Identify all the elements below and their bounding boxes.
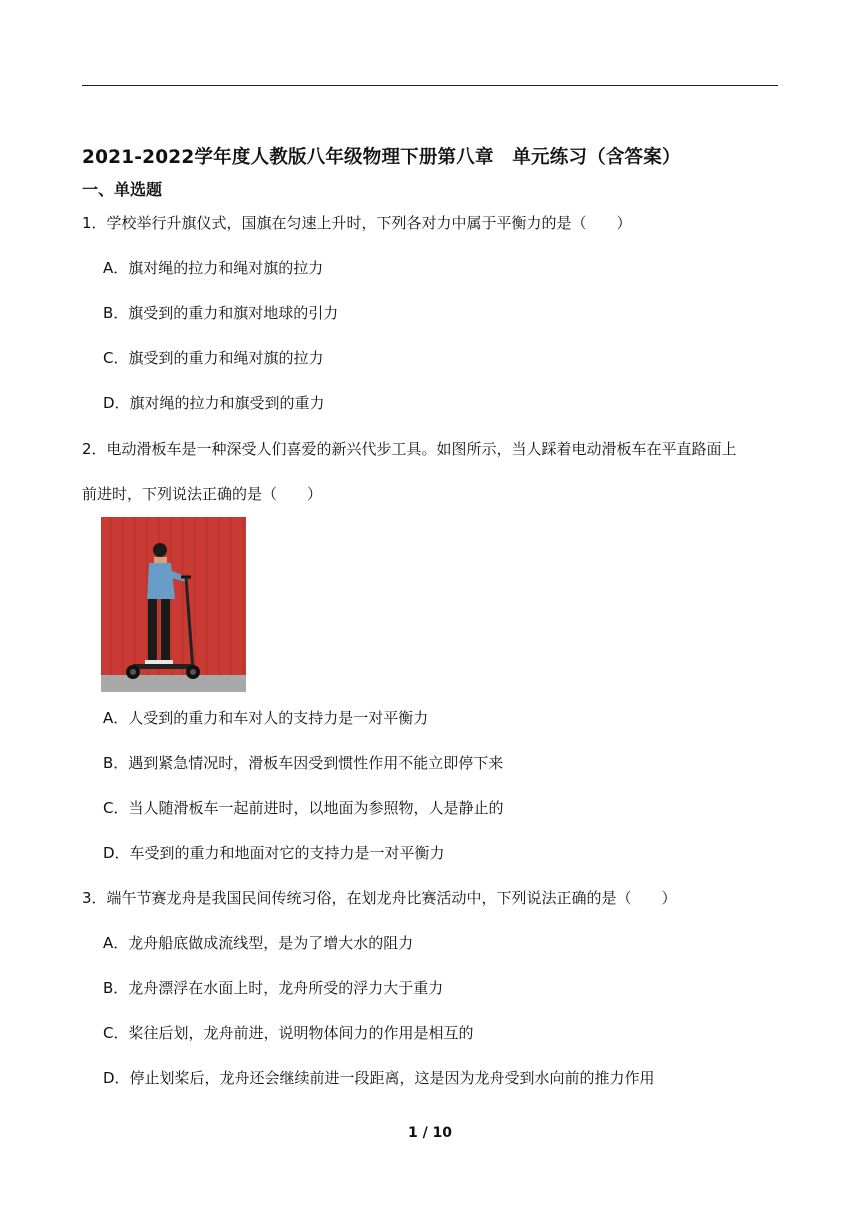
section-heading: 一、单选题 <box>82 180 163 199</box>
question-1-option-a: A．旗对绳的拉力和绳对旗的拉力 <box>103 259 324 277</box>
question-2-stem-line-1: 2．电动滑板车是一种深受人们喜爱的新兴代步工具。如图所示，当人踩着电动滑板车在平直路面上 <box>82 440 737 458</box>
question-2-option-c: C．当人随滑板车一起前进时，以地面为参照物，人是静止的 <box>103 799 504 817</box>
question-2-option-b: B．遇到紧急情况时，滑板车因受到惯性作用不能立即停下来 <box>103 754 504 772</box>
scooter-rider-photo <box>101 517 246 692</box>
question-2-stem-line-2: 前进时，下列说法正确的是（ ） <box>82 485 323 503</box>
question-1-stem: 1．学校举行升旗仪式，国旗在匀速上升时，下列各对力中属于平衡力的是（ ） <box>82 214 632 232</box>
question-1-option-b: B．旗受到的重力和旗对地球的引力 <box>103 304 339 322</box>
question-2-option-d: D．车受到的重力和地面对它的支持力是一对平衡力 <box>103 844 445 862</box>
document-title: 2021-2022学年度人教版八年级物理下册第八章 单元练习（含答案） <box>82 147 681 168</box>
page-number: 1 / 10 <box>407 1125 453 1141</box>
header-rule <box>82 85 778 86</box>
question-3-option-a: A．龙舟船底做成流线型，是为了增大水的阻力 <box>103 934 414 952</box>
question-1-option-d: D．旗对绳的拉力和旗受到的重力 <box>103 394 325 412</box>
question-3-stem: 3．端午节赛龙舟是我国民间传统习俗，在划龙舟比赛活动中，下列说法正确的是（ ） <box>82 889 677 907</box>
question-2-option-a: A．人受到的重力和车对人的支持力是一对平衡力 <box>103 709 429 727</box>
question-3-option-c: C．桨往后划，龙舟前进，说明物体间力的作用是相互的 <box>103 1024 474 1042</box>
question-3-option-b: B．龙舟漂浮在水面上时，龙舟所受的浮力大于重力 <box>103 979 444 997</box>
question-1-option-c: C．旗受到的重力和绳对旗的拉力 <box>103 349 324 367</box>
question-3-option-d: D．停止划桨后，龙舟还会继续前进一段距离，这是因为龙舟受到水向前的推力作用 <box>103 1069 655 1087</box>
